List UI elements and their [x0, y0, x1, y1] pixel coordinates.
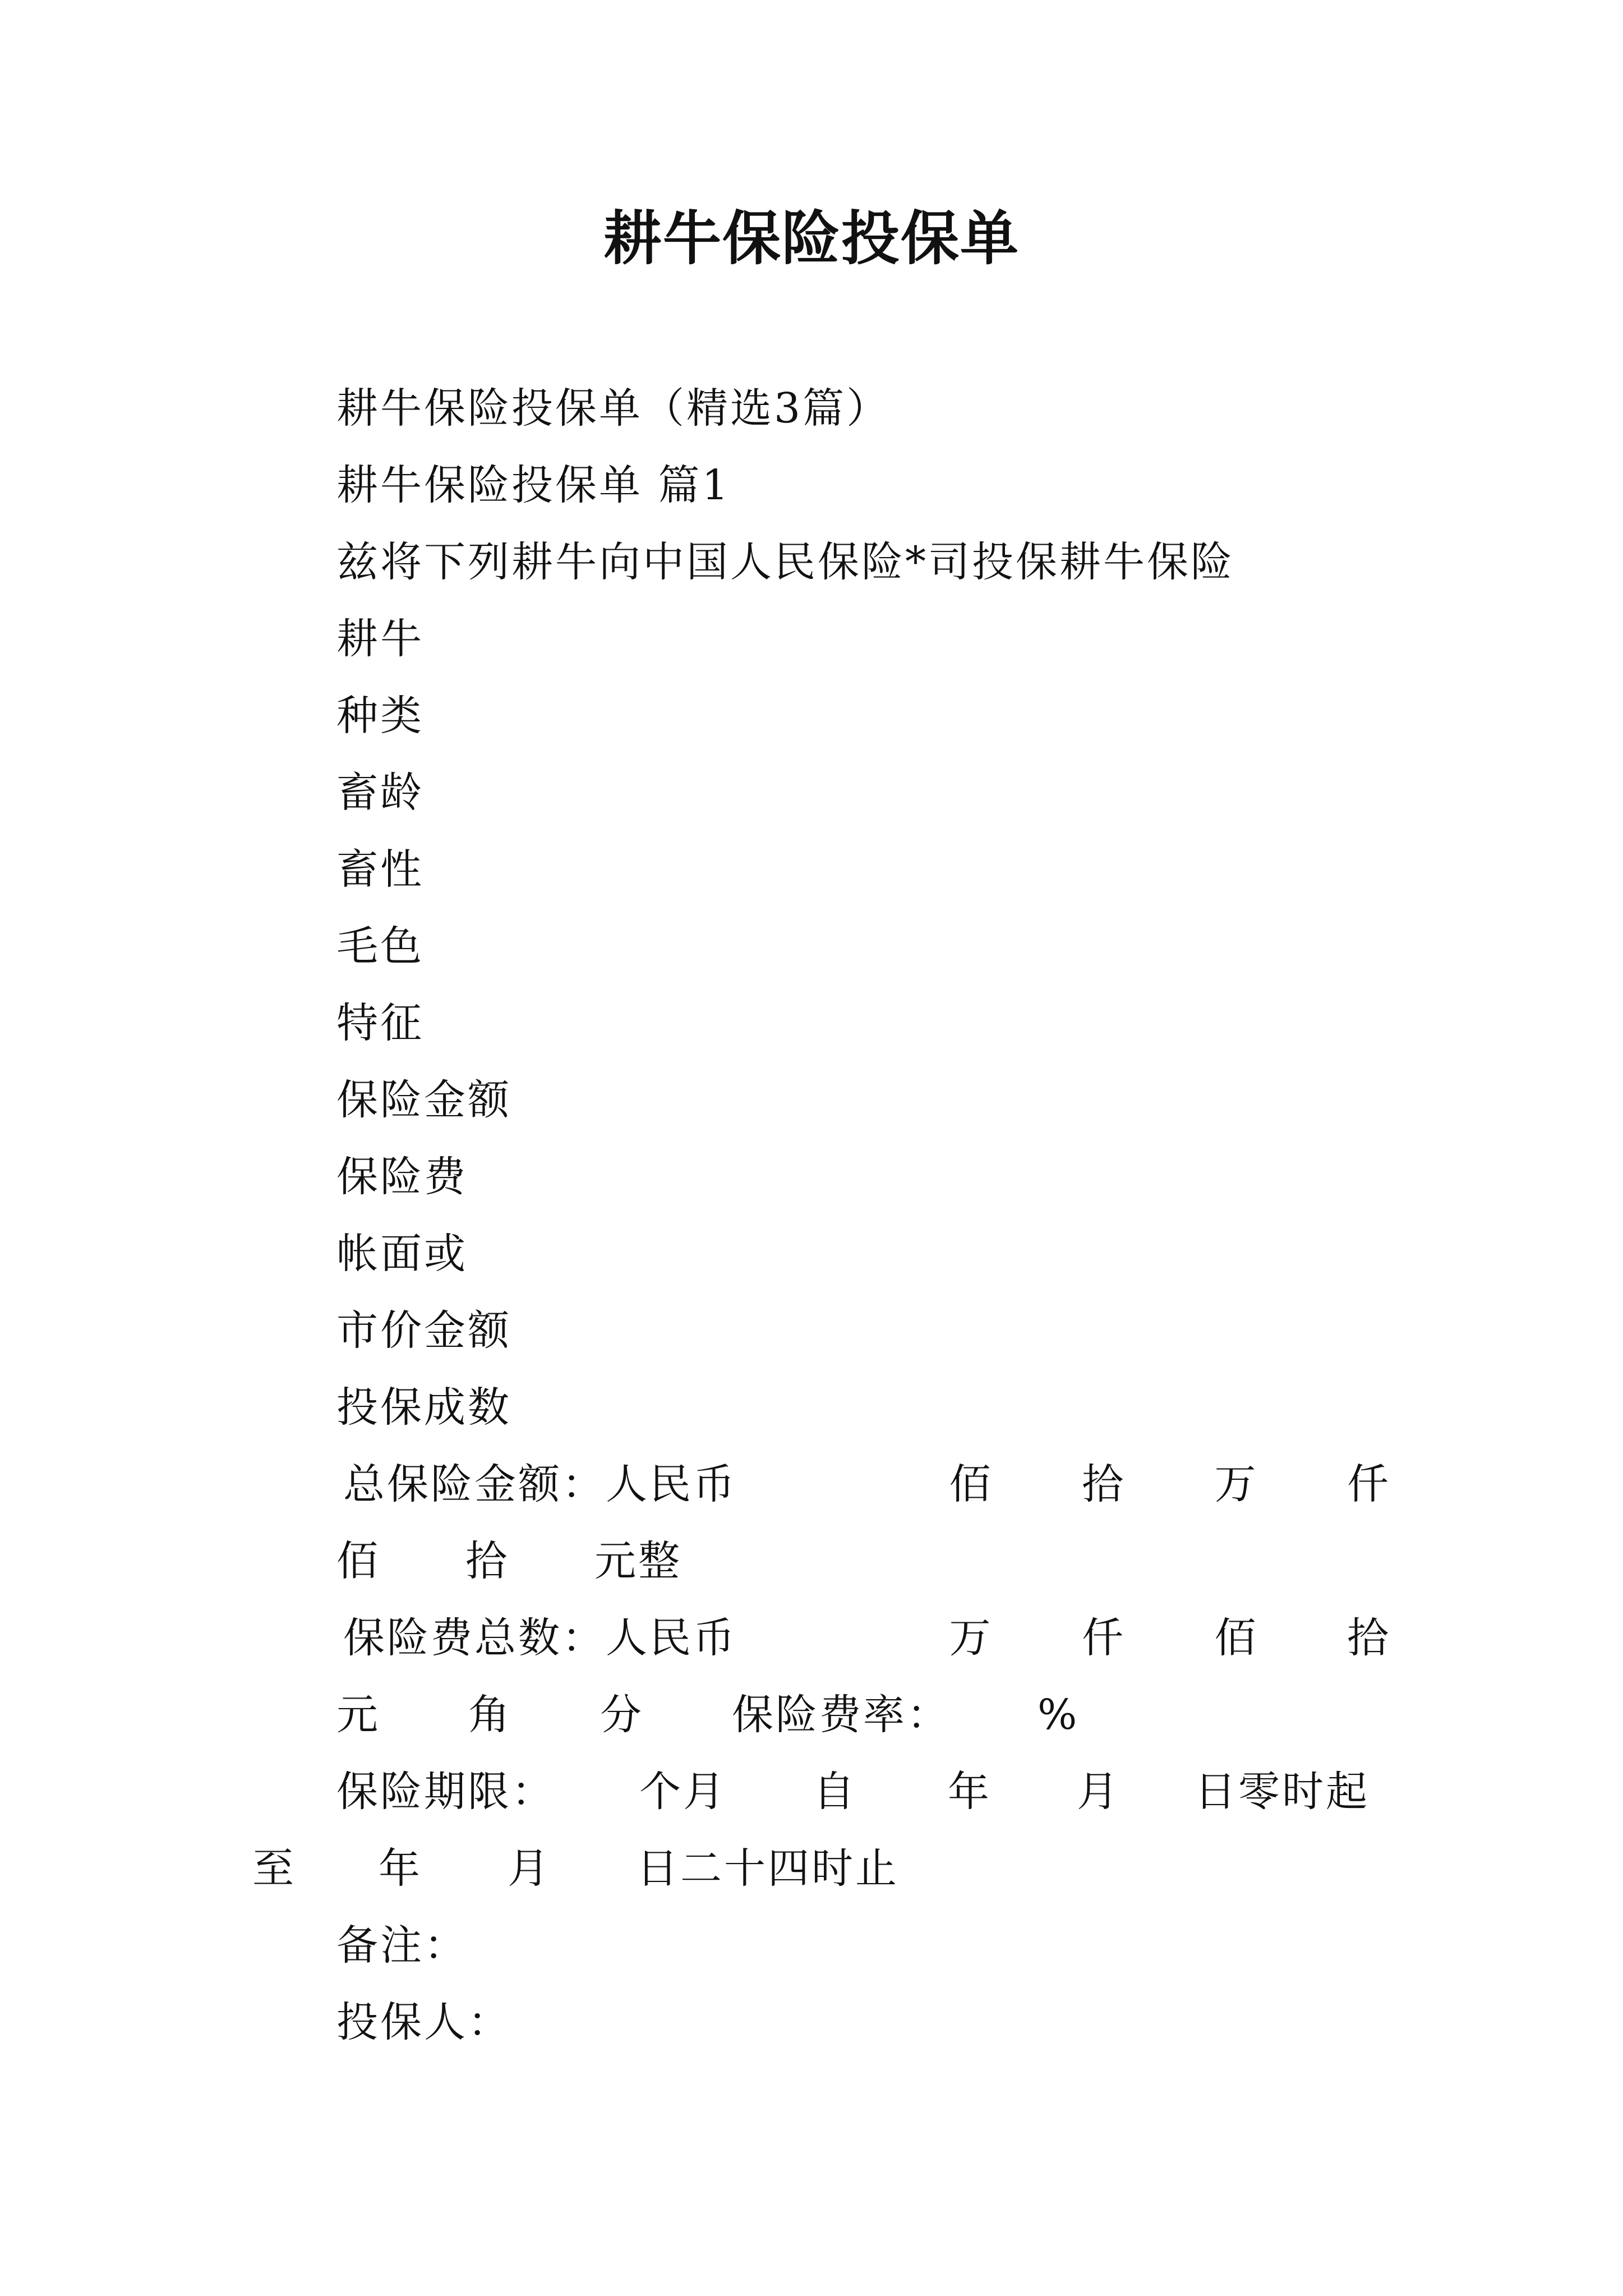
remarks-label: 备注：	[336, 1921, 468, 1970]
field-label: 特征	[336, 999, 424, 1047]
unit-text: 仟	[1347, 1460, 1391, 1508]
unit-text: 角	[468, 1691, 512, 1739]
unit-text: 万	[949, 1614, 993, 1662]
field-label: 帐面或	[336, 1230, 468, 1278]
applicant-label: 投保人：	[336, 1998, 511, 2046]
field-label: 畜龄	[336, 769, 424, 817]
premium-total-line-2	[336, 1677, 1391, 1754]
unit-text: 佰	[1214, 1614, 1258, 1662]
unit-text: 个月	[639, 1768, 727, 1816]
unit-text: 年	[379, 1844, 422, 1893]
field-label: 投保成数	[336, 1383, 511, 1432]
field-label: 保险费	[336, 1153, 468, 1201]
field-label: 畜性	[336, 845, 424, 894]
percent-sign: %	[1038, 1691, 1080, 1739]
document-title: 耕牛保险投保单	[603, 204, 1020, 273]
unit-text: 分	[600, 1691, 644, 1739]
unit-text: 自	[813, 1768, 857, 1816]
unit-text: 万	[1214, 1460, 1258, 1508]
premium-total-label: 保险费总数：人民币	[343, 1614, 737, 1662]
unit-text: 日二十四时止	[637, 1844, 899, 1893]
field-label: 保险金额	[336, 1076, 511, 1124]
subtitle: 耕牛保险投保单（精选3篇）	[336, 384, 891, 432]
unit-text: 佰	[949, 1460, 993, 1508]
unit-text: 元	[336, 1691, 380, 1739]
field-label: 种类	[336, 692, 424, 740]
unit-text: 仟	[1082, 1614, 1126, 1662]
premium-rate-label: 保险费率：	[732, 1691, 951, 1739]
field-label: 市价金额	[336, 1306, 511, 1355]
total-amount-line-2	[336, 1523, 1391, 1600]
total-amount-label: 总保险金额：人民币	[343, 1460, 737, 1508]
period-label: 保险期限：	[336, 1768, 555, 1816]
unit-text: 日零时起	[1195, 1768, 1370, 1816]
period-line-1	[336, 1754, 1391, 1830]
unit-text: 月	[508, 1844, 551, 1893]
field-label: 耕牛	[336, 615, 424, 663]
unit-text: 佰	[336, 1537, 380, 1585]
unit-text: 至	[252, 1844, 296, 1893]
unit-text: 月	[1077, 1768, 1121, 1816]
unit-text: 拾	[1347, 1614, 1391, 1662]
unit-text: 拾	[1082, 1460, 1126, 1508]
period-line-2	[252, 1830, 1391, 1907]
unit-text: 元整	[594, 1537, 682, 1585]
unit-text: 拾	[465, 1537, 509, 1585]
premium-total-line-1	[336, 1600, 1391, 1677]
field-label: 毛色	[336, 922, 424, 970]
intro-text: 兹将下列耕牛向中国人民保险*司投保耕牛保险	[336, 538, 1234, 586]
document-body	[252, 370, 1391, 2061]
unit-text: 年	[948, 1768, 992, 1816]
total-amount-line-1	[336, 1446, 1391, 1523]
section-heading: 耕牛保险投保单 篇1	[336, 461, 731, 509]
